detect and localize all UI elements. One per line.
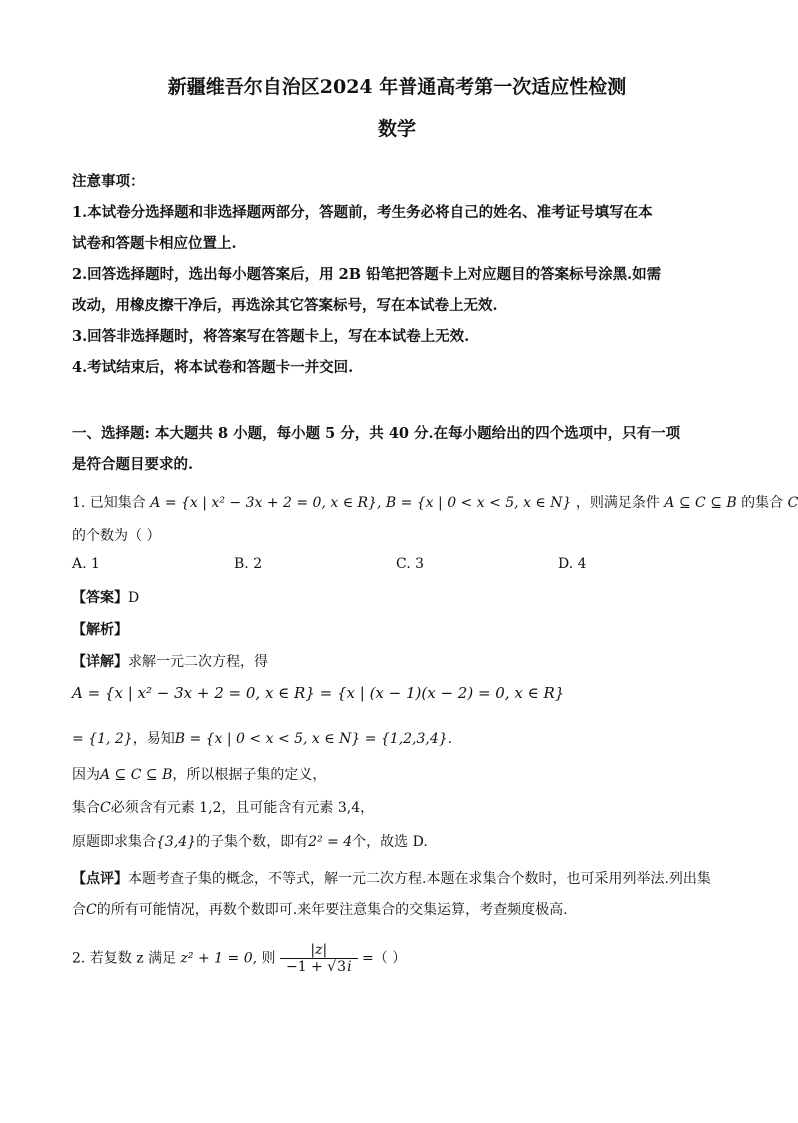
comment-text-1: 本题考查子集的概念，不等式，解一元二次方程.本题在求集合个数时，也可采用列举法.列出集	[128, 871, 711, 887]
question-1-stem	[72, 492, 798, 512]
detail-text: 求解一元二次方程，得	[128, 654, 268, 670]
comment-tag: 【点评】	[72, 871, 128, 887]
q1-line-5	[72, 831, 428, 851]
q1-answer	[72, 587, 139, 607]
question-2-stem	[72, 942, 406, 975]
q2-den-i: i	[347, 959, 352, 975]
q1-cond-pre: ，则满足条件	[575, 495, 660, 511]
q1-lead: 1. 已知集合	[72, 495, 146, 511]
l4-a: 集合	[72, 800, 100, 816]
detail-tag: 【详解】	[72, 654, 128, 670]
l4-b: C	[100, 800, 111, 816]
q1-line-4	[72, 797, 374, 817]
q1-cond-post: 的集合	[741, 495, 784, 511]
q1-option-d: D. 4	[558, 556, 587, 572]
q2-equation: z² + 1 = 0,	[180, 950, 258, 967]
notice-heading: 注意事项：	[72, 173, 145, 190]
section-heading-line1: 一、选择题: 本大题共 8 小题，每小题 5 分，共 40 分.在每小题给出的四个选项中，只有一项	[72, 425, 681, 442]
l5-c: 的子集个数，即有	[196, 834, 309, 850]
notice-item-2b: 改动，用橡皮擦干净后，再选涂其它答案标号，写在本试卷上无效.	[72, 297, 498, 314]
eq2-d: .	[447, 731, 453, 747]
l3-b: A ⊆ C ⊆ B	[100, 767, 173, 783]
q2-lead: 2. 若复数 z 满足	[72, 950, 177, 967]
analysis-tag: 【解析】	[72, 622, 128, 638]
comment-2c: 的所有可能情况，再数个数即可.来年要注意集合的交集运算，考查频度极高.	[96, 902, 568, 918]
eq2-c: B = {x | 0 < x < 5, x ∈ N} = {1,2,3,4}	[174, 731, 448, 747]
q2-den-sqrt: 3	[337, 959, 347, 975]
answer-tag: 【答案】	[72, 590, 128, 606]
page-title: 新疆维吾尔自治区2024 年普通高考第一次适应性检测	[167, 76, 627, 98]
q2-fraction-denominator: −1 + √3i	[285, 959, 352, 975]
q1-option-c: C. 3	[396, 556, 425, 572]
q2-then: 则	[261, 950, 276, 967]
q2-fraction	[280, 942, 358, 975]
q1-option-a: A. 1	[72, 556, 100, 572]
q1-cond: A ⊆ C ⊆ B	[664, 495, 737, 511]
notice-item-3: 3.回答非选择题时，将答案写在答题卡上，写在本试卷上无效.	[72, 328, 470, 345]
page-subtitle: 数学	[377, 118, 416, 140]
section-heading-line2: 是符合题目要求的.	[72, 456, 194, 473]
l3-a: 因为	[72, 767, 100, 783]
q1-var-c: C	[787, 495, 798, 511]
q1-sets: A = {x | x² − 3x + 2 = 0, x ∈ R}, B = {x | 0 < x < 5, x ∈ N}	[150, 495, 572, 511]
q2-tail: =（ ）	[362, 950, 407, 967]
notice-item-1a: 1.本试卷分选择题和非选择题两部分，答题前，考生务必将自己的姓名、准考证号填写在本	[72, 204, 653, 221]
eq2-b: ，易知	[132, 731, 175, 747]
notice-item-2a: 2.回答选择题时，选出每小题答案后，用 2B 铅笔把答题卡上对应题目的答案标号涂黑.如需	[72, 266, 662, 283]
q1-line-3	[72, 764, 326, 784]
q1-option-b: B. 2	[234, 556, 263, 572]
q2-fraction-numerator: |z|	[280, 942, 358, 959]
l5-a: 原题即求集合	[72, 834, 156, 850]
q1-equation-2	[72, 728, 452, 748]
comment-2a: 合	[72, 902, 86, 918]
eq2-a: = {1, 2}	[72, 731, 133, 747]
answer-value: D	[128, 590, 140, 606]
comment-line-1	[72, 868, 711, 888]
notice-item-4: 4.考试结束后，将本试卷和答题卡一并交回.	[72, 359, 354, 376]
detail-line	[72, 651, 268, 671]
l3-c: ，所以根据子集的定义，	[172, 767, 327, 783]
question-1-line2: 的个数为（ ）	[72, 528, 161, 544]
l5-e: 个，故选 D.	[352, 834, 428, 850]
q1-equation-1: A = {x | x² − 3x + 2 = 0, x ∈ R} = {x | (x − 1)(x − 2) = 0, x ∈ R}	[72, 684, 565, 702]
comment-line-2	[72, 899, 568, 919]
notice-item-1b: 试卷和答题卡相应位置上.	[72, 235, 237, 252]
q2-den-a: −1 +	[285, 959, 328, 975]
comment-2b: C	[86, 902, 97, 918]
l5-b: {3,4}	[156, 834, 197, 850]
l4-c: 必须含有元素 1,2，且可能含有元素 3,4，	[110, 800, 375, 816]
l5-d: 2² = 4	[308, 834, 353, 850]
